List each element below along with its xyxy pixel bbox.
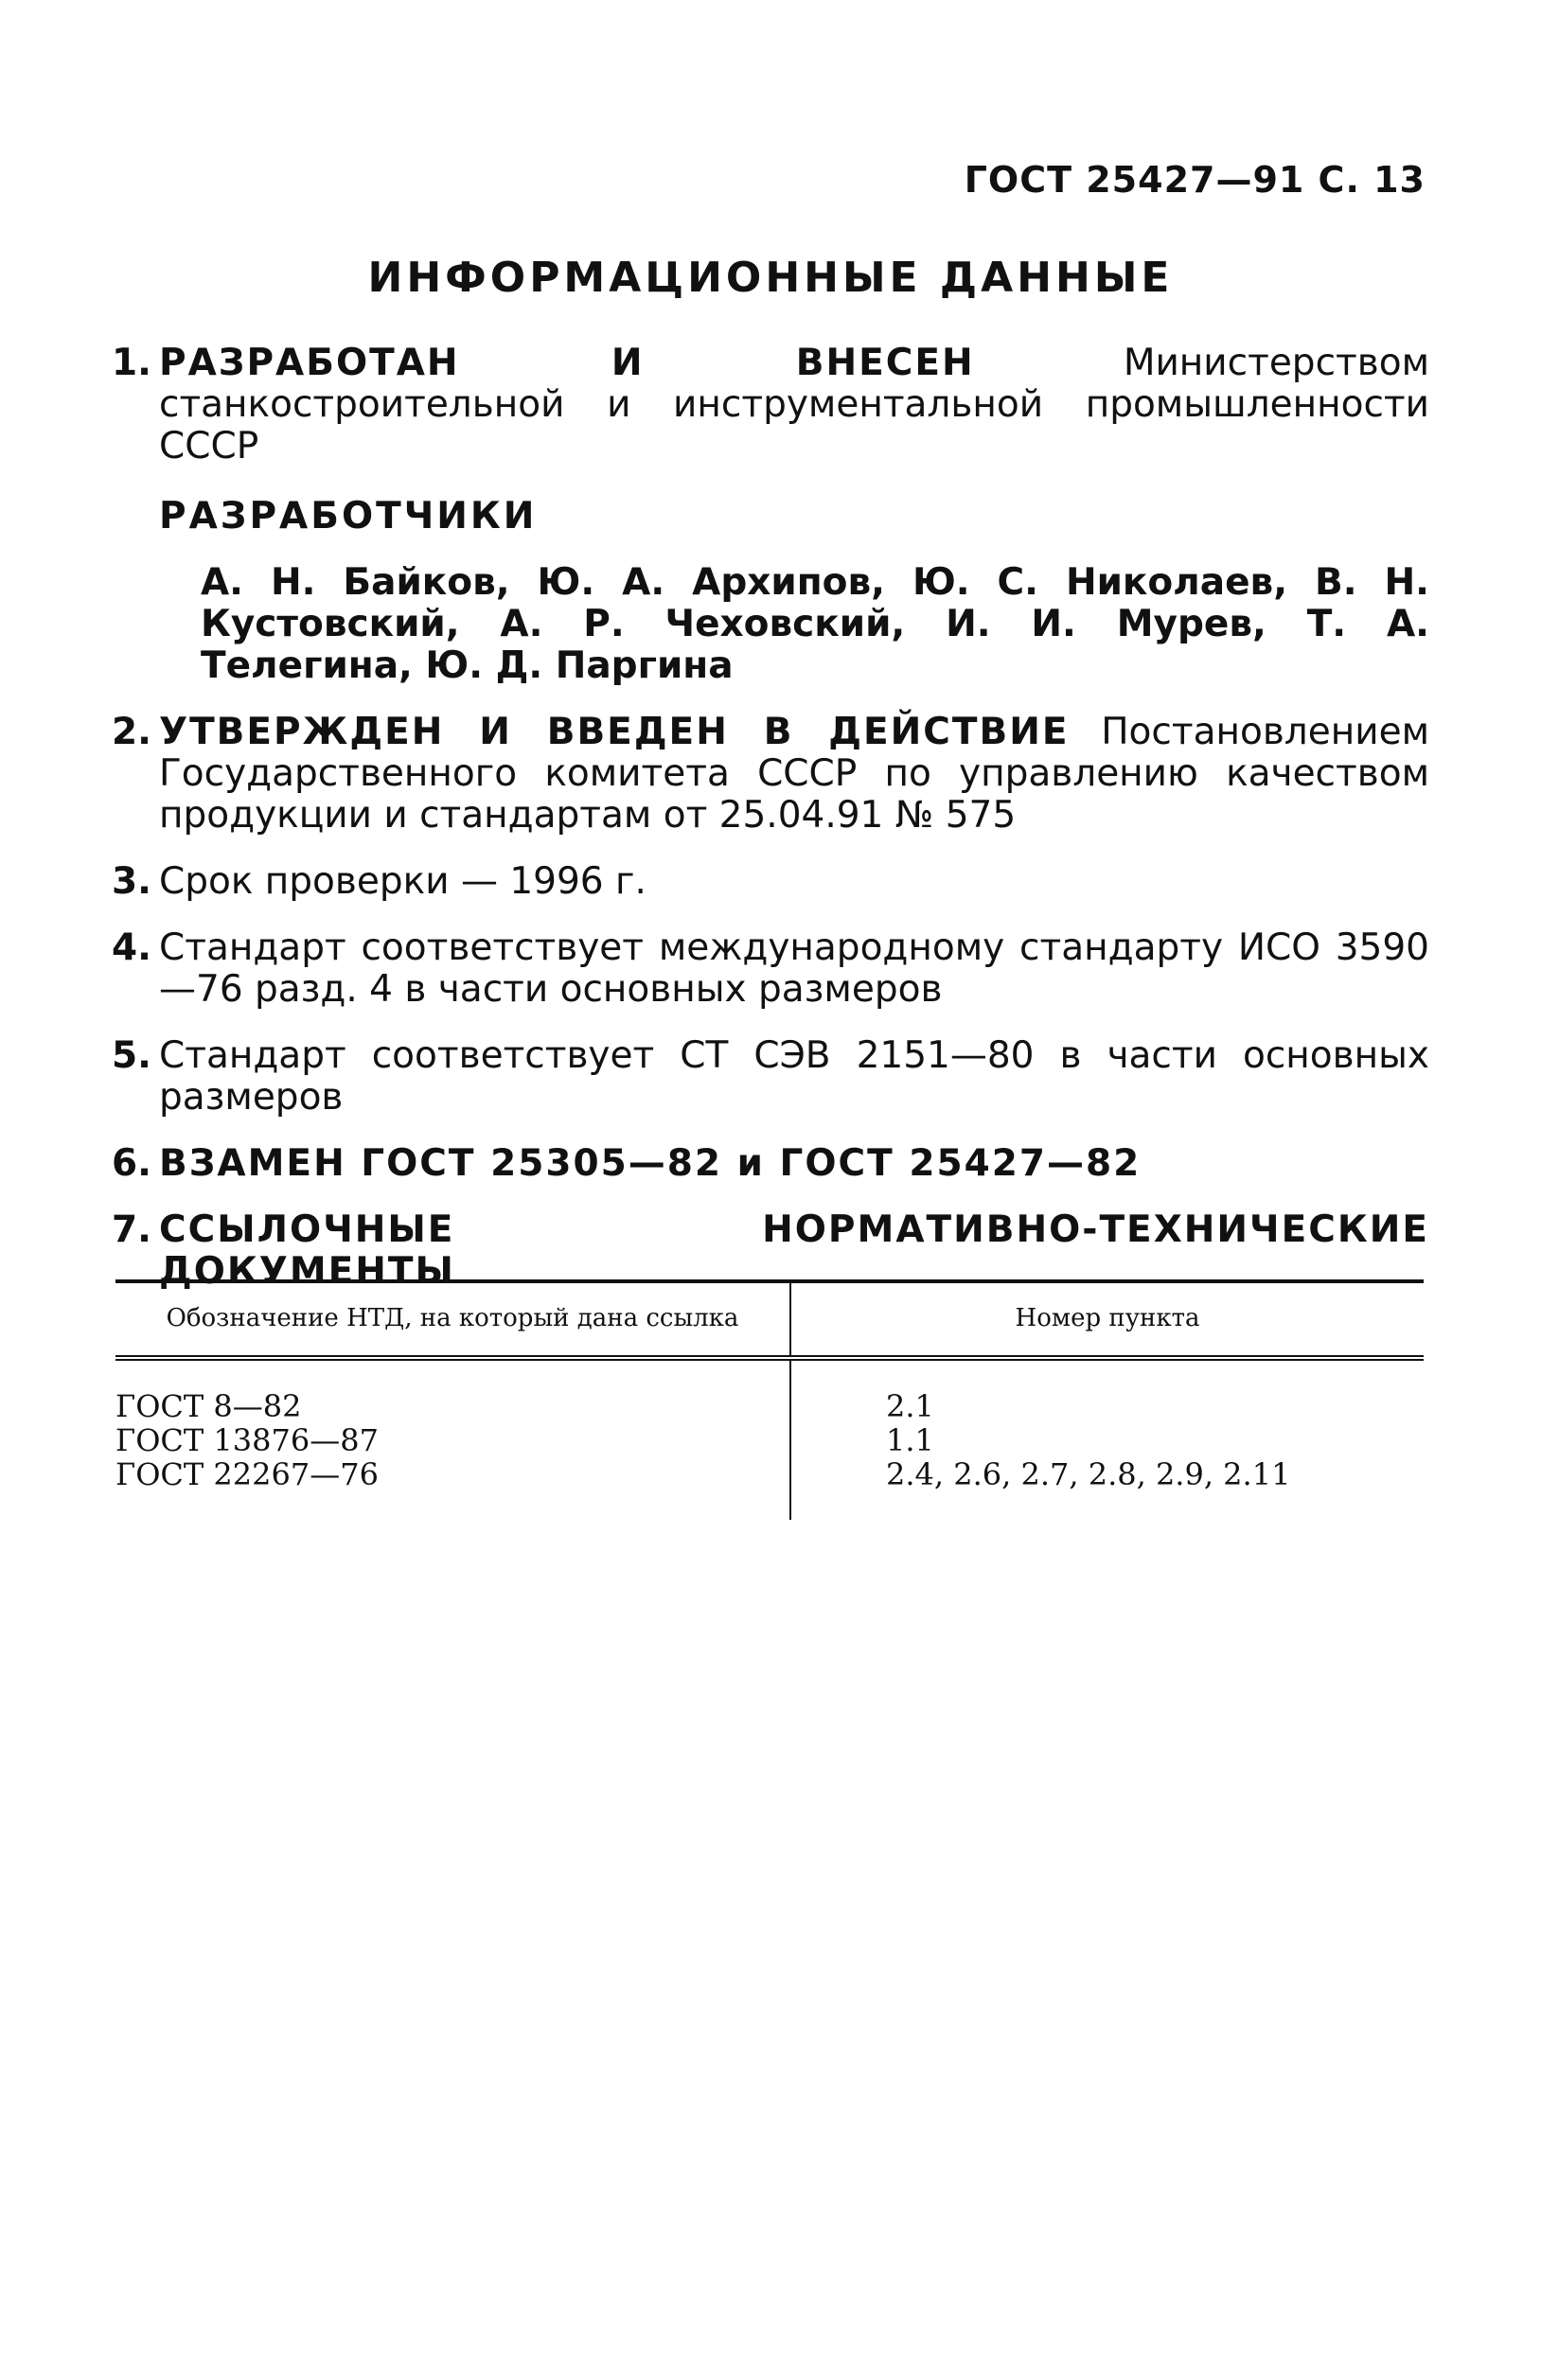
item-text: Стандарт соответствует международному стандарту ИСО 3590—76 разд. 4 в части основных размеров (159, 926, 1429, 1011)
table-row (115, 1457, 1424, 1520)
table-cell-clause: 2.4, 2.6, 2.7, 2.8, 2.9, 2.11 (886, 1456, 1291, 1492)
item-lead: УТВЕРЖДЕН И ВВЕДЕН В ДЕЙСТВИЕ (159, 711, 1070, 753)
table-cell-clause: 1.1 (886, 1422, 934, 1458)
table-header-row (115, 1281, 1424, 1358)
table-cell-ntd: ГОСТ 8—82 (115, 1358, 790, 1423)
info-item-3 (112, 861, 1429, 903)
item-text: ССЫЛОЧНЫЕ НОРМАТИВНО-ТЕХНИЧЕСКИЕ ДОКУМЕНТЫ (159, 1208, 1429, 1293)
info-item-4 (112, 927, 1429, 1011)
table-header-clause: Номер пункта (790, 1281, 1424, 1358)
item-text: Стандарт соответствует СТ СЭВ 2151—80 в части основных размеров (159, 1034, 1429, 1119)
item-lead: РАЗРАБОТАН И ВНЕСЕН (159, 342, 975, 384)
item-text: Министерством станкостроительной и инструментальной промышленности СССР (159, 342, 1429, 467)
item-number: 3. (112, 860, 151, 903)
table-cell-clause: 2.1 (886, 1388, 934, 1424)
developers-heading: РАЗРАБОТЧИКИ (159, 495, 538, 538)
page-header-doc-ref: ГОСТ 25427—91 С. 13 (964, 159, 1426, 201)
item-number: 1. (112, 342, 151, 384)
table-cell-ntd: ГОСТ 13876—87 (115, 1423, 790, 1457)
table-row (115, 1358, 1424, 1423)
item-text: ВЗАМЕН ГОСТ 25305—82 и ГОСТ 25427—82 (159, 1142, 1142, 1185)
reference-table (115, 1279, 1424, 1520)
item-number: 7. (112, 1208, 151, 1251)
item-number: 5. (112, 1034, 151, 1077)
item-number: 4. (112, 926, 151, 969)
table-header-ntd: Обозначение НТД, на который дана ссылка (115, 1281, 790, 1358)
item-number: 6. (112, 1142, 151, 1185)
info-items-list (112, 343, 1429, 1317)
info-item-5 (112, 1035, 1429, 1119)
page-title: ИНФОРМАЦИОННЫЕ ДАННЫЕ (367, 254, 1174, 302)
info-item-1 (112, 343, 1429, 687)
item-number: 2. (112, 711, 151, 753)
item-text: Срок проверки — 1996 г. (159, 860, 647, 903)
table-cell-ntd: ГОСТ 22267—76 (115, 1457, 790, 1520)
developers-names: А. Н. Байков, Ю. А. Архипов, Ю. С. Николаев, В. Н. Кустовский, А. Р. Чеховский, И. И. Мурев, Т. А. Телегина, Ю. Д. Паргина (201, 561, 1429, 687)
table-row (115, 1423, 1424, 1457)
item-text: Постановлением Государственного комитета СССР по управлению качеством продукции и стандартам от 25.04.91 № 575 (159, 711, 1429, 837)
info-item-6 (112, 1143, 1429, 1185)
info-item-2 (112, 712, 1429, 837)
